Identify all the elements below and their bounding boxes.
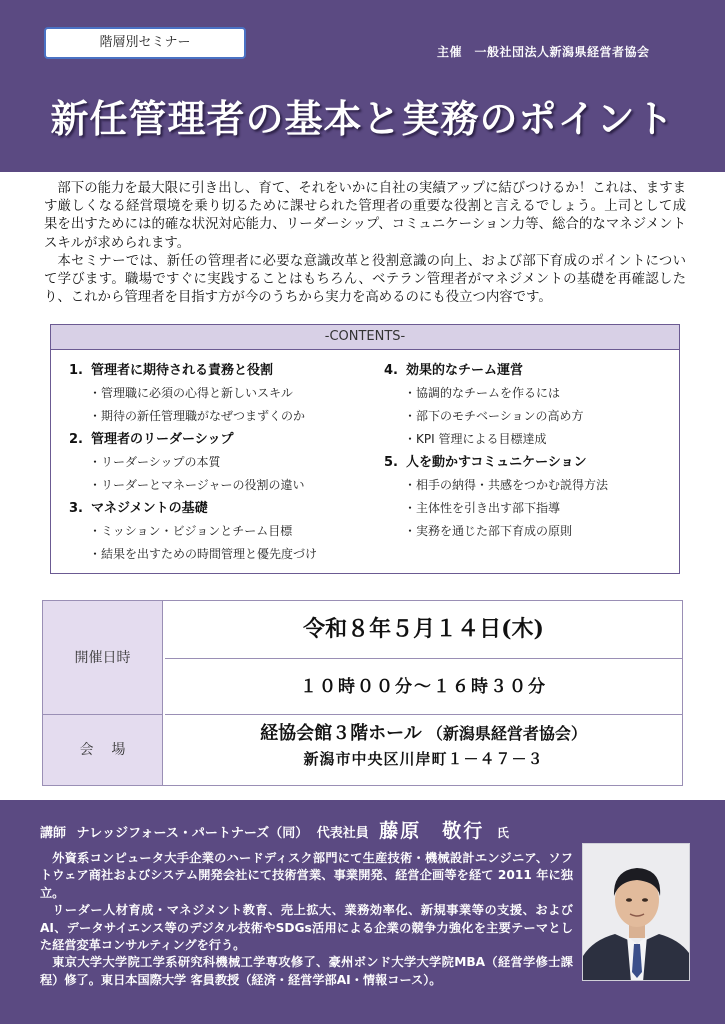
- seminar-category-tag: 階層別セミナー: [44, 27, 246, 59]
- venue-label: 会場: [43, 715, 163, 785]
- contents-box: [50, 324, 680, 574]
- lecturer-section: [0, 800, 725, 1024]
- contents-item: ・リーダーとマネージャーの役割の違い: [89, 478, 305, 492]
- venue-info: [165, 719, 682, 769]
- venue-address: 新潟市中央区川岸町１－４７－３: [303, 750, 544, 768]
- contents-section-title: 4. 効果的なチーム運営: [384, 363, 524, 378]
- contents-item: ・ミッション・ビジョンとチーム目標: [89, 524, 293, 538]
- contents-item: ・リーダーシップの本質: [89, 455, 221, 469]
- event-info-table: [42, 600, 683, 786]
- lecturer-company: ナレッジフォース・パートナーズ（同）: [76, 826, 309, 841]
- venue-organization: （新潟県経営者協会）: [426, 724, 587, 743]
- event-time: １０時００分～１６時３０分: [165, 659, 682, 715]
- page-title: 新任管理者の基本と実務のポイント: [50, 97, 675, 141]
- lecturer-honorific: 氏: [496, 826, 509, 840]
- contents-section-title: 5. 人を動かすコミュニケーション: [384, 455, 587, 470]
- contents-item: ・協調的なチームを作るには: [404, 386, 561, 400]
- date-label: 開催日時: [43, 601, 163, 715]
- venue-name: 経協会館３階ホール: [260, 723, 422, 744]
- contents-item: ・結果を出すための時間管理と優先度づけ: [89, 547, 318, 561]
- contents-item: ・管理職に必須の心得と新しいスキル: [89, 386, 293, 400]
- organizer-text: 主催 一般社団法人新潟県経営者協会: [437, 45, 650, 59]
- lecturer-label: 講師: [40, 826, 67, 841]
- intro-paragraph: 部下の能力を最大限に引き出し、育て、それをいかに自社の実績アップに結びつけるか！これは、ますます厳しくなる経営環境を乗り切るために課せられた管理者の重要な役割と言えるでしょう。上司として成果を出すためには的確な状況対応能力、リーダーシップ、コミュニケーション力等、総合的なマネジメントスキルが求められます。: [44, 181, 686, 251]
- contents-column-left: [69, 359, 379, 566]
- lecturer-position: 代表社員: [316, 826, 369, 841]
- contents-item: ・KPI 管理による目標達成: [404, 432, 547, 446]
- contents-item: ・実務を通じた部下育成の原則: [404, 524, 573, 538]
- contents-section-title: 3. マネジメントの基礎: [69, 501, 208, 516]
- contents-column-right: [384, 359, 674, 543]
- bio-paragraph: リーダー人材育成・マネジメント教育、売上拡大、業務効率化、新規事業等の支援、およびAI、データサイエンス等のデジタル技術やSDGs活用による企業の競争力強化を主要テーマとした経営変革コンサルティングを行う。: [40, 903, 573, 953]
- lecturer-name: 藤原 敬行: [379, 820, 485, 842]
- contents-section-title: 2. 管理者のリーダーシップ: [69, 432, 234, 447]
- contents-item: ・期待の新任管理職がなぜつまずくのか: [89, 409, 306, 423]
- intro-text: [44, 180, 686, 307]
- portrait-image: [583, 844, 690, 981]
- event-date: 令和８年５月１４日(木): [165, 601, 682, 659]
- contents-heading: -CONTENTS-: [51, 325, 679, 350]
- lecturer-bio: [40, 850, 573, 989]
- contents-item: ・主体性を引き出す部下指導: [404, 501, 561, 515]
- bio-paragraph: 東京大学大学院工学系研究科機械工学専攻修了、豪州ボンド大学大学院MBA（経営学修士課程）修了。東日本国際大学 客員教授（経済・経営学部AI・情報コース）。: [40, 955, 573, 987]
- intro-paragraph: 本セミナーでは、新任の管理者に必要な意識改革と役割意識の向上、および部下育成のポイントについて学びます。職場ですぐに実践することはもちろん、ベテラン管理者がマネジメントの基礎を再確認したり、これから管理者を目指す方が今のうちから実力を高めるのにも役立つ内容です。: [44, 253, 686, 306]
- contents-item: ・部下のモチベーションの高め方: [404, 409, 584, 423]
- bio-paragraph: 外資系コンピュータ大手企業のハードディスク部門にて生産技術・機械設計エンジニア、ソフトウェア商社およびシステム開発会社にて技術営業、事業開発、経営企画等を経て 2011 年に独立。: [40, 851, 573, 900]
- lecturer-heading: [40, 816, 509, 843]
- contents-item: ・相手の納得・共感をつかむ説得方法: [404, 478, 609, 492]
- contents-section-title: 1. 管理者に期待される責務と役割: [69, 363, 274, 378]
- header-banner: [0, 0, 725, 172]
- lecturer-photo: [582, 843, 690, 981]
